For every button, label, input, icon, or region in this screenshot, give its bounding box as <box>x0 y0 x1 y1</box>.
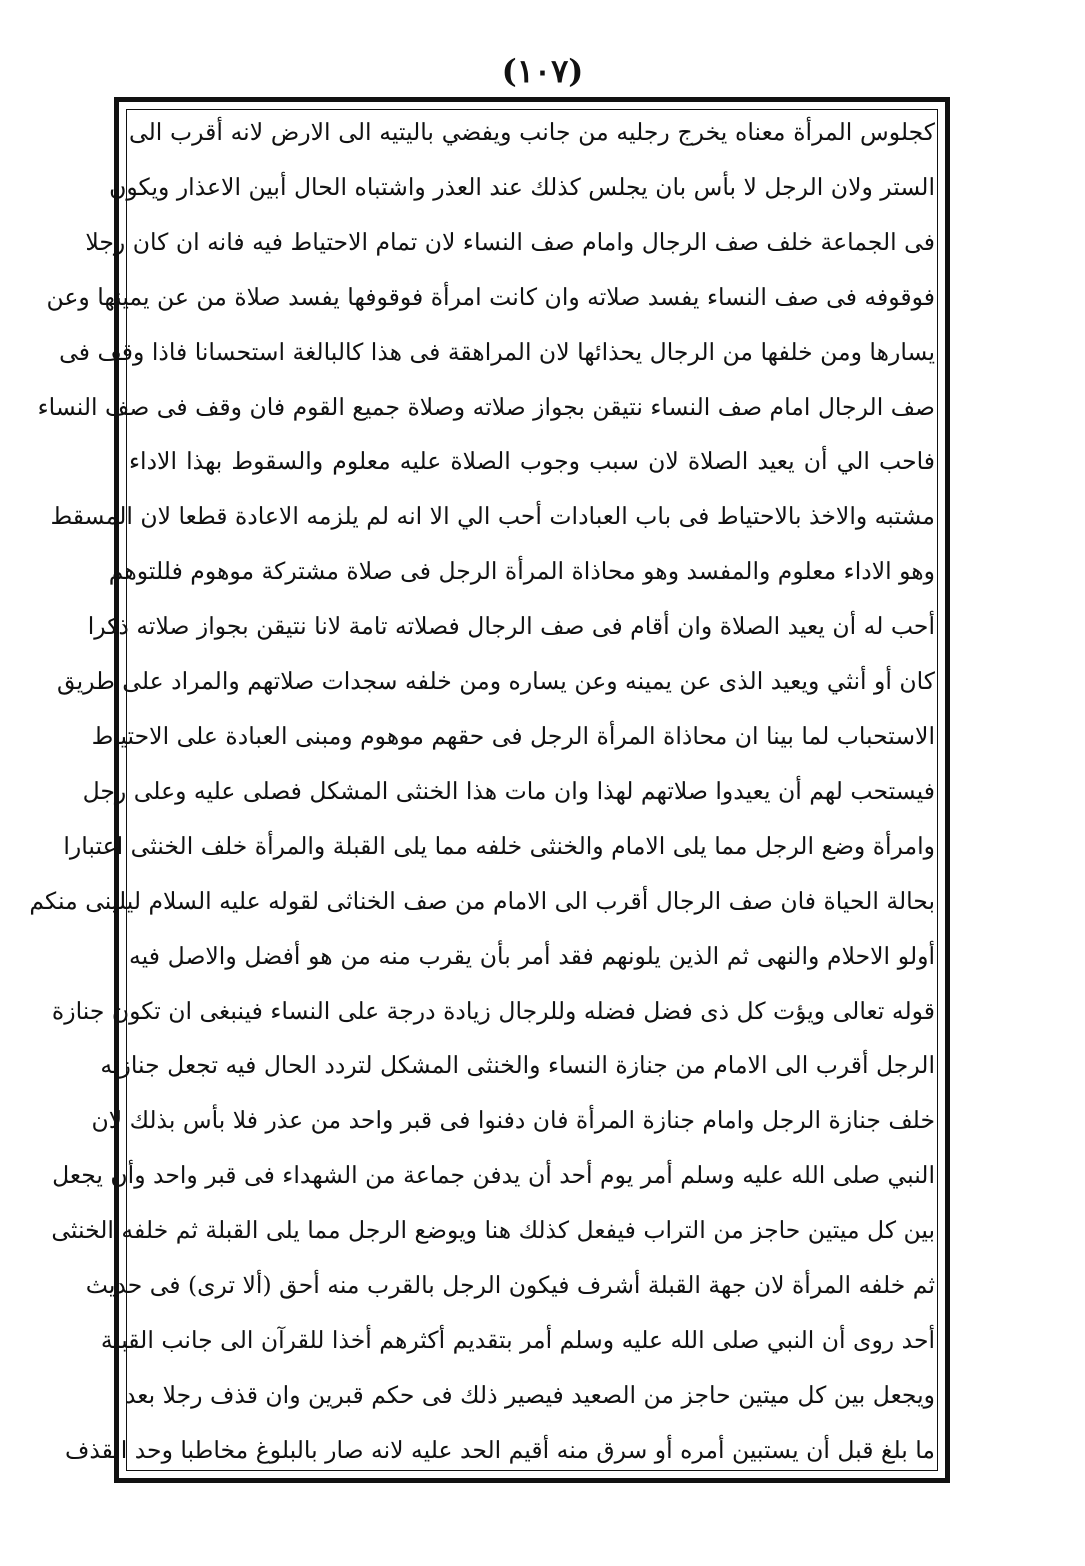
text-line: ثم خلفه المرأة لان جهة القبلة أشرف فيكون الرجل بالقرب منه أحق (ألا ترى) فى حديث <box>85 1271 935 1300</box>
body-text <box>29 110 935 1472</box>
text-line: كجلوس المرأة معناه يخرج رجليه من جانب ويفضي باليتيه الى الارض لانه أقرب الى <box>129 118 935 146</box>
text-line: أحد روى أن النبي صلى الله عليه وسلم أمر بتقديم أكثرهم أخذا للقرآن الى جانب القبلة <box>100 1325 935 1354</box>
text-line: أولو الاحلام والنهى ثم الذين يلونهم فقد أمر بأن يقرب منه من هو أفضل والاصل فيه <box>129 941 935 970</box>
page-number: (١٠٧) <box>501 52 584 90</box>
text-line: الستر ولان الرجل لا بأس بان يجلس كذلك عند العذر واشتباه الحال أبين الاعذار ويكون <box>109 172 935 201</box>
text-line: الرجل أقرب الى الامام من جنازة النساء والخنثى المشكل لتردد الحال فيه تجعل جنازته <box>100 1051 935 1080</box>
text-line: خلف جنازة الرجل وامام جنازة المرأة فان دفنوا فى قبر واحد من عذر فلا بأس بذلك لان <box>91 1106 935 1135</box>
text-line: الاستحباب لما بينا ان محاذاة المرأة الرجل فى حقهم موهوم ومبنى العبادة على الاحتياط <box>91 721 935 750</box>
text-line: فى الجماعة خلف صف الرجال وامام صف النساء لان تمام الاحتياط فيه فانه ان كان رجلا <box>85 227 935 256</box>
text-line: أحب له أن يعيد الصلاة وان أقام فى صف الرجال فصلاته تامة لانا نتيقن بجواز صلاته ذكرا <box>87 612 935 641</box>
text-line: ما بلغ قبل أن يستبين أمره أو سرق منه أقيم الحد عليه لانه صار بالبلوغ مخاطبا وحد القذف <box>64 1435 935 1464</box>
page-frame <box>29 97 950 1483</box>
text-line: النبي صلى الله عليه وسلم أمر يوم أحد أن يدفن جماعة من الشهداء فى قبر واحد وأن يجعل <box>52 1161 935 1190</box>
text-line: كان أو أنثي ويعيد الذى عن يمينه وعن يساره ومن خلفه سجدات صلاتهم والمراد على طريق <box>57 667 935 696</box>
text-line: مشتبه والاخذ بالاحتياط فى باب العبادات أحب الي الا انه لم يلزمه الاعادة قطعا لان المسقط <box>50 502 935 531</box>
text-line: يسارها ومن خلفها من الرجال يحذائها لان المراهقة فى هذا كالبالغة استحسانا فاذا وقف فى <box>59 337 935 366</box>
text-line: ويجعل بين كل ميتين حاجز من الصعيد فيصير ذلك فى حكم قبرين وان قذف رجلا بعد <box>124 1380 935 1409</box>
text-line: فيستحب لهم أن يعيدوا صلاتهم لهذا وان مات هذا الخنثى المشكل فصلى عليه وعلى رجل <box>82 776 935 805</box>
text-line: وهو الاداء معلوم والمفسد وهو محاذاة المرأة الرجل فى صلاة مشتركة موهوم فللتوهم <box>108 557 935 586</box>
text-line: بين كل ميتين حاجز من التراب فيفعل كذلك هنا ويوضع الرجل مما يلى القبلة ثم خلفه الخنثى <box>51 1216 935 1245</box>
text-line: صف الرجال امام صف النساء نتيقن بجواز صلاته وصلاة جميع القوم فان وقف فى صف النساء <box>37 392 935 421</box>
text-line: فوقوفه فى صف النساء يفسد صلاته وان كانت امرأة فوقوفها يفسد صلاة من عن يمينها وعن <box>46 282 935 311</box>
text-line: فاحب الي أن يعيد الصلاة لان سبب وجوب الصلاة عليه معلوم والسقوط بهذا الاداء <box>129 447 935 476</box>
text-line: قوله تعالى ويؤت كل ذى فضل فضله وللرجال زيادة درجة على النساء فينبغى ان تكون جنازة <box>51 996 935 1025</box>
text-line: بحالة الحياة فان صف الرجال أقرب الى الامام من صف الخناثى لقوله عليه السلام ليلينى منكم <box>29 886 935 915</box>
text-line: وامرأة وضع الرجل مما يلى الامام والخنثى خلفه مما يلى القبلة والمرأة خلف الخنثى اعتبارا <box>63 831 935 860</box>
